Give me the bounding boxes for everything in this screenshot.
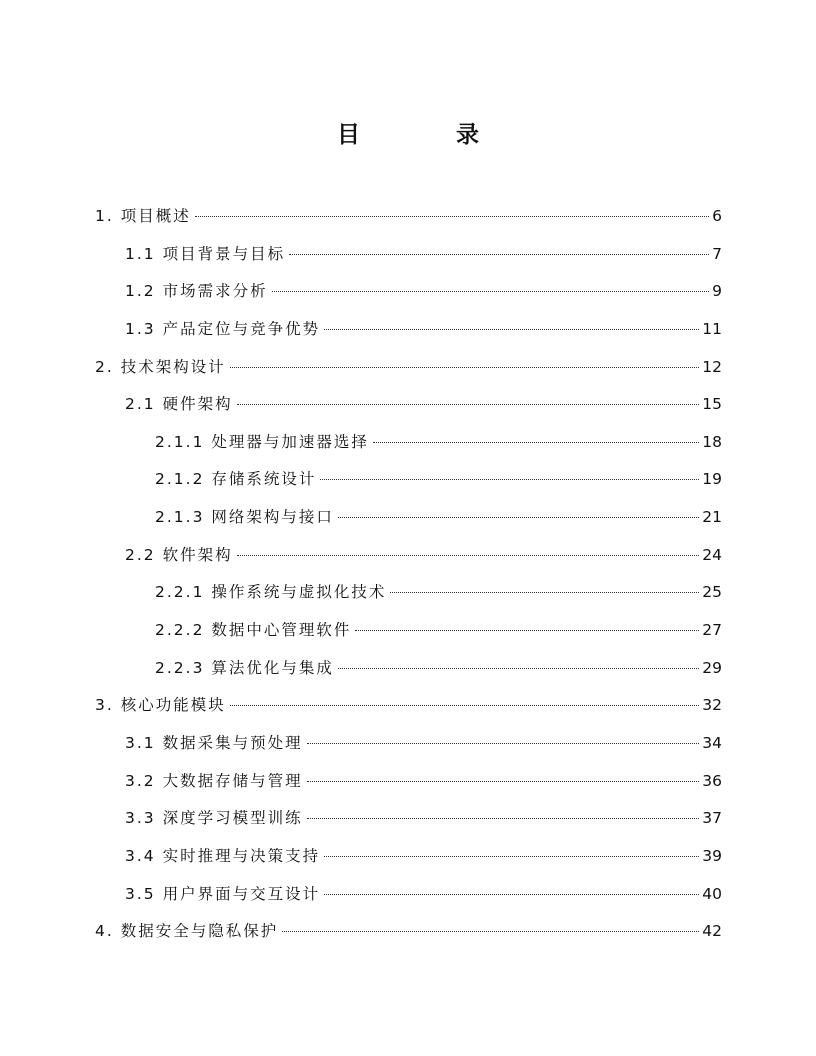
- toc-list: [95, 201, 722, 954]
- toc-dot-leader: [289, 254, 709, 255]
- toc-entry-title: 3.3 深度学习模型训练: [125, 809, 303, 828]
- toc-page-number: 19: [702, 470, 722, 489]
- toc-entry[interactable]: [95, 389, 722, 427]
- toc-dot-leader: [195, 216, 709, 217]
- toc-dot-leader: [338, 517, 699, 518]
- toc-entry[interactable]: [95, 690, 722, 728]
- toc-entry-title: 1. 项目概述: [95, 207, 191, 225]
- toc-entry[interactable]: [95, 239, 722, 277]
- toc-entry-title: 2.2.1 操作系统与虚拟化技术: [155, 583, 387, 602]
- toc-page-number: 15: [702, 395, 722, 414]
- toc-dot-leader: [272, 291, 710, 292]
- toc-entry-title: 1.2 市场需求分析: [125, 282, 268, 301]
- toc-dot-leader: [324, 856, 699, 857]
- toc-entry-title: 2.2 软件架构: [125, 545, 233, 564]
- toc-dot-leader: [338, 668, 699, 669]
- toc-page-number: 25: [702, 583, 722, 602]
- toc-entry[interactable]: [95, 577, 722, 615]
- toc-page-number: 27: [702, 621, 722, 640]
- toc-dot-leader: [237, 555, 700, 556]
- toc-entry[interactable]: [95, 653, 722, 691]
- toc-dot-leader: [230, 705, 700, 706]
- toc-page-number: 7: [712, 244, 722, 263]
- toc-entry[interactable]: [95, 201, 722, 239]
- toc-page-number: 42: [702, 922, 722, 941]
- toc-entry-title: 2.1.2 存储系统设计: [155, 470, 317, 489]
- toc-page-number: 12: [702, 357, 722, 376]
- toc-entry-title: 2. 技术架构设计: [95, 357, 226, 376]
- toc-dot-leader: [355, 630, 699, 631]
- toc-entry-title: 3.2 大数据存储与管理: [125, 771, 303, 790]
- toc-page-number: 32: [702, 696, 722, 715]
- toc-entry[interactable]: [95, 615, 722, 653]
- toc-entry[interactable]: [95, 352, 722, 390]
- toc-entry-title: 3.1 数据采集与预处理: [125, 733, 303, 752]
- toc-entry-title: 1.3 产品定位与竞争优势: [125, 319, 321, 338]
- toc-entry[interactable]: [95, 916, 722, 954]
- toc-entry[interactable]: [95, 841, 722, 879]
- toc-dot-leader: [324, 894, 699, 895]
- toc-entry[interactable]: [95, 766, 722, 804]
- toc-dot-leader: [282, 931, 699, 932]
- toc-entry-title: 2.1 硬件架构: [125, 395, 233, 414]
- toc-entry-title: 2.2.2 数据中心管理软件: [155, 621, 352, 640]
- toc-page-number: 39: [702, 846, 722, 865]
- toc-page-number: 29: [702, 658, 722, 677]
- toc-page-number: 6: [712, 207, 722, 225]
- toc-page-number: 34: [702, 733, 722, 752]
- toc-entry[interactable]: [95, 879, 722, 917]
- toc-title: 目 录: [336, 122, 523, 148]
- toc-entry[interactable]: [95, 427, 722, 465]
- toc-dot-leader: [230, 367, 700, 368]
- toc-entry-title: 2.1.1 处理器与加速器选择: [155, 432, 369, 451]
- toc-page-number: 24: [702, 545, 722, 564]
- toc-dot-leader: [320, 479, 699, 480]
- toc-dot-leader: [307, 743, 700, 744]
- toc-page-number: 11: [702, 319, 722, 338]
- toc-dot-leader: [237, 404, 700, 405]
- toc-entry-title: 3. 核心功能模块: [95, 696, 226, 715]
- toc-dot-leader: [324, 329, 699, 330]
- toc-page-number: 40: [702, 884, 722, 903]
- toc-entry-title: 1.1 项目背景与目标: [125, 244, 286, 263]
- toc-dot-leader: [390, 592, 699, 593]
- toc-entry[interactable]: [95, 464, 722, 502]
- toc-dot-leader: [307, 818, 700, 819]
- toc-entry[interactable]: [95, 803, 722, 841]
- toc-entry-title: 3.5 用户界面与交互设计: [125, 884, 321, 903]
- toc-dot-leader: [373, 442, 699, 443]
- toc-entry[interactable]: [95, 276, 722, 314]
- toc-entry[interactable]: [95, 540, 722, 578]
- toc-entry-title: 2.1.3 网络架构与接口: [155, 508, 334, 527]
- toc-page-number: 21: [702, 508, 722, 527]
- toc-dot-leader: [307, 781, 700, 782]
- toc-entry-title: 4. 数据安全与隐私保护: [95, 922, 279, 941]
- toc-page-number: 37: [702, 809, 722, 828]
- toc-entry[interactable]: [95, 314, 722, 352]
- toc-page-number: 18: [702, 432, 722, 451]
- toc-page-number: 36: [702, 771, 722, 790]
- toc-entry[interactable]: [95, 502, 722, 540]
- toc-entry[interactable]: [95, 728, 722, 766]
- toc-entry-title: 2.2.3 算法优化与集成: [155, 658, 334, 677]
- toc-entry-title: 3.4 实时推理与决策支持: [125, 846, 321, 865]
- toc-page-number: 9: [712, 282, 722, 301]
